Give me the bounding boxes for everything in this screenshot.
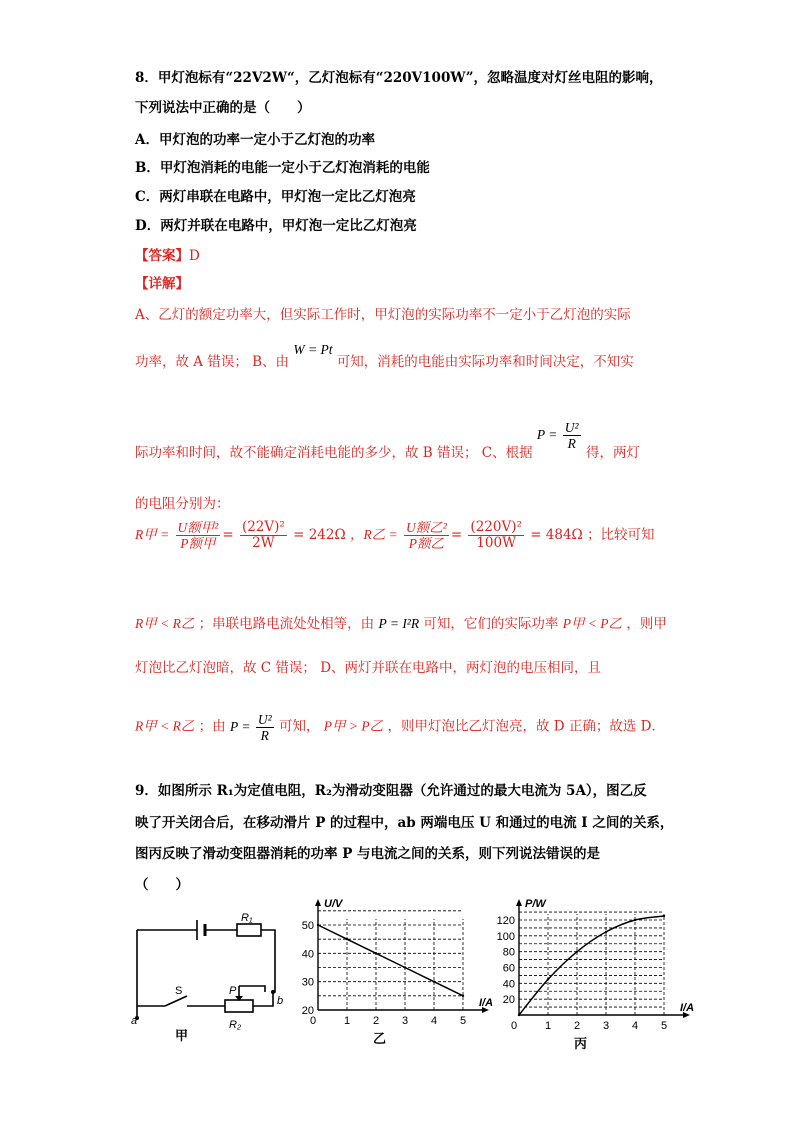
formula-u2-2: U²: [257, 712, 272, 727]
rj-den: P额甲: [180, 536, 216, 551]
bing-point-2: [576, 950, 578, 952]
bing-caption: 丙: [574, 1036, 588, 1051]
explanation-line7: 灯泡比乙灯泡暗，故 C 错误； D、两灯并联在电路中，两灯泡的电压相同，且: [135, 660, 602, 676]
yi-y-tick-2: 40: [301, 948, 314, 961]
yi-y-arrow-icon: [315, 899, 321, 906]
chart-yi: [295, 895, 495, 1055]
label-p: P: [229, 985, 237, 997]
explanation-6b: 可知，它们的实际功率: [423, 616, 559, 632]
ry-lhs: ，R乙 =: [349, 527, 398, 542]
yi-series-line-0: [318, 925, 463, 996]
yi-x-tick-5: 5: [460, 1015, 467, 1027]
explanation-line8: [135, 712, 665, 743]
label-r1: R₁: [241, 912, 253, 924]
answer-label: 【答案】: [135, 248, 189, 264]
explanation-2b: 可知，消耗的电能由实际功率和时间决定，不知实: [336, 354, 634, 370]
explanation-3a: 际功率和时间，故不能确定消耗电能的多少，故 B 错误； C、根据: [135, 444, 533, 461]
yi-x-tick-2: 2: [373, 1015, 380, 1027]
bing-x-tick-2: 2: [574, 1020, 581, 1032]
yi-point-3: [404, 966, 406, 968]
yi-x-tick-0: 0: [310, 1015, 317, 1027]
bing-y-tick-2: 40: [502, 978, 515, 991]
circuit-wire-right: [261, 930, 275, 992]
formula-u2: U²: [564, 420, 579, 435]
formula-p-i2r: P = I²R: [378, 616, 420, 631]
yi-xlabel: I/A: [479, 997, 494, 1009]
circuit-wire-bottom-right: [253, 992, 273, 1006]
ry-num: U额乙²: [406, 520, 447, 535]
yi-x-tick-1: 1: [344, 1015, 351, 1027]
bing-series-line-0: [519, 916, 664, 1015]
label-a: a: [131, 1015, 138, 1027]
q8-stem-line1: 8．甲灯泡标有“22V2W“，乙灯泡标有“220V100W”，忽略温度对灯丝电阻的影响，: [135, 70, 663, 86]
explanation-3b: 得，两灯: [585, 444, 640, 461]
yi-caption: 乙: [373, 1031, 387, 1046]
yi-point-4: [433, 980, 435, 982]
yi-ylabel: U/V: [324, 898, 343, 910]
q9-stem-line1: 9．如图所示 R₁为定值电阻，R₂为滑动变阻器（允许通过的最大电流为 5A），图乙反: [135, 783, 647, 799]
yi-point-2: [375, 952, 377, 954]
bing-y-tick-3: 60: [502, 962, 515, 975]
yi-x-tick-4: 4: [431, 1015, 438, 1027]
bing-x-tick-5: 5: [661, 1020, 668, 1032]
bing-y-tick-4: 80: [502, 946, 515, 959]
formula-p-compare-2: P甲 > P乙: [323, 718, 384, 734]
resistor-r1: [237, 924, 261, 936]
ry-val: = 484Ω: [530, 527, 583, 543]
bing-point-0: [518, 1014, 520, 1016]
q9-stem-line4: （ ）: [135, 877, 189, 893]
bing-point-1: [547, 978, 549, 980]
bing-y-tick-1: 20: [502, 994, 515, 1007]
bing-y-tick-5: 100: [496, 930, 515, 943]
explanation-line2: [135, 342, 634, 370]
answer-value: D: [189, 248, 200, 264]
formula-r-2: R: [260, 728, 269, 743]
rj-num2: (22V)²: [241, 519, 285, 535]
bing-x-tick-4: 4: [632, 1020, 639, 1032]
answer-line: [135, 244, 200, 264]
formula-p: P =: [536, 426, 558, 442]
yi-y-tick-3: 50: [301, 920, 314, 932]
formula-p-u2-r: [536, 420, 586, 451]
label-r2: R₂: [229, 1019, 242, 1031]
bing-y-arrow-icon: [516, 899, 522, 906]
circuit-diagram: [125, 910, 295, 1050]
yi-y-tick-1: 30: [301, 976, 314, 989]
bing-point-3: [605, 931, 607, 933]
q9-stem-line2: 映了开关闭合后，在移动滑片 P 的过程中，ab 两端电压 U 和通过的电流 I 之间的关系，: [135, 815, 674, 831]
detail-label: 【详解】: [135, 276, 189, 292]
caption-jia: 甲: [175, 1028, 189, 1043]
explanation-6a: ；串联电路电流处处相等，由: [198, 616, 375, 632]
q8-stem-line2: 下列说法中正确的是（ ）: [135, 100, 311, 116]
bing-point-4: [634, 919, 636, 921]
explanation-line1: A、乙灯的额定功率大，但实际工作时，甲灯泡的实际功率不一定小于乙灯泡的实际: [135, 307, 631, 323]
slider-wire: [239, 986, 265, 992]
yi-point-5: [462, 995, 464, 997]
rj-den2: 2W: [252, 535, 275, 551]
formula-p-u2-r-2: [229, 712, 279, 743]
label-b: b: [277, 995, 284, 1007]
bing-x-tick-1: 1: [545, 1020, 552, 1032]
yi-point-0: [317, 924, 319, 926]
formula-w-pt: W = Pt: [293, 342, 333, 357]
formula-r: R: [567, 436, 576, 451]
formula-r-compare: R甲 < R乙: [135, 616, 195, 631]
resistance-line: R甲 = $\frac{\text{U额甲²}}{\text{P额甲}}$ = $\frac{\text{(22V)²}}{2W}$ = 242Ω ，R乙 = $\frac{\text{U额乙²}}{\text{P额乙}}$ = $\frac{\text{(220V)²}}{100W}$ = 484Ω ；比较可知: [135, 519, 655, 551]
bing-x-tick-3: 3: [603, 1020, 610, 1032]
rj-num: U额甲²: [177, 520, 219, 535]
ry-den: P额乙: [408, 536, 445, 551]
formula-p-compare: P甲 < P乙: [562, 616, 623, 631]
bing-y-tick-6: 120: [496, 915, 515, 927]
bing-xlabel: I/A: [680, 1002, 695, 1014]
explanation-line3: [135, 420, 640, 461]
explanation-2a: 功率，故 A 错误； B、由: [135, 354, 290, 370]
explanation-8c: ，则甲灯泡比乙灯泡亮，故 D 正确；故选 D．: [387, 718, 665, 735]
yi-point-1: [346, 938, 348, 940]
formula-r-compare-2: R甲 < R乙: [135, 718, 195, 734]
rj-lhs: R甲 =: [135, 527, 170, 542]
bing-x-tick-0: 0: [511, 1020, 518, 1032]
resistor-r2: [225, 1000, 253, 1012]
explanation-8b: 可知，: [279, 718, 320, 735]
switch-s: [165, 996, 187, 1006]
formula-p-2: P =: [229, 718, 251, 734]
q9-stem-line3: 图丙反映了滑动变阻器消耗的功率 P 与电流之间的关系，则下列说法错误的是: [135, 846, 601, 862]
bing-ylabel: P/W: [525, 898, 546, 910]
terminal-b: [271, 990, 275, 994]
yi-y-tick-0: 20: [301, 1005, 314, 1017]
chart-bing: [495, 895, 700, 1055]
yi-x-tick-3: 3: [402, 1015, 409, 1027]
q8-option-a: A．甲灯泡的功率一定小于乙灯泡的功率: [135, 132, 375, 148]
explanation-5: ；比较可知: [587, 527, 655, 543]
explanation-6c: ，则甲: [626, 616, 667, 632]
q8-option-d: D．两灯并联在电路中，甲灯泡一定比乙灯泡亮: [135, 218, 417, 234]
bing-point-5: [663, 915, 665, 917]
label-s: S: [175, 985, 183, 997]
ry-den2: 100W: [476, 535, 516, 551]
q8-option-c: C．两灯串联在电路中，甲灯泡一定比乙灯泡亮: [135, 189, 416, 205]
explanation-line6: [135, 612, 667, 632]
explanation-line4: 的电阻分别为：: [135, 496, 230, 512]
ry-num2: (220V)²: [470, 519, 522, 535]
explanation-8a: ；由: [198, 718, 226, 735]
q8-option-b: B．甲灯泡消耗的电能一定小于乙灯泡消耗的电能: [135, 160, 430, 176]
rj-val: = 242Ω: [293, 527, 346, 543]
